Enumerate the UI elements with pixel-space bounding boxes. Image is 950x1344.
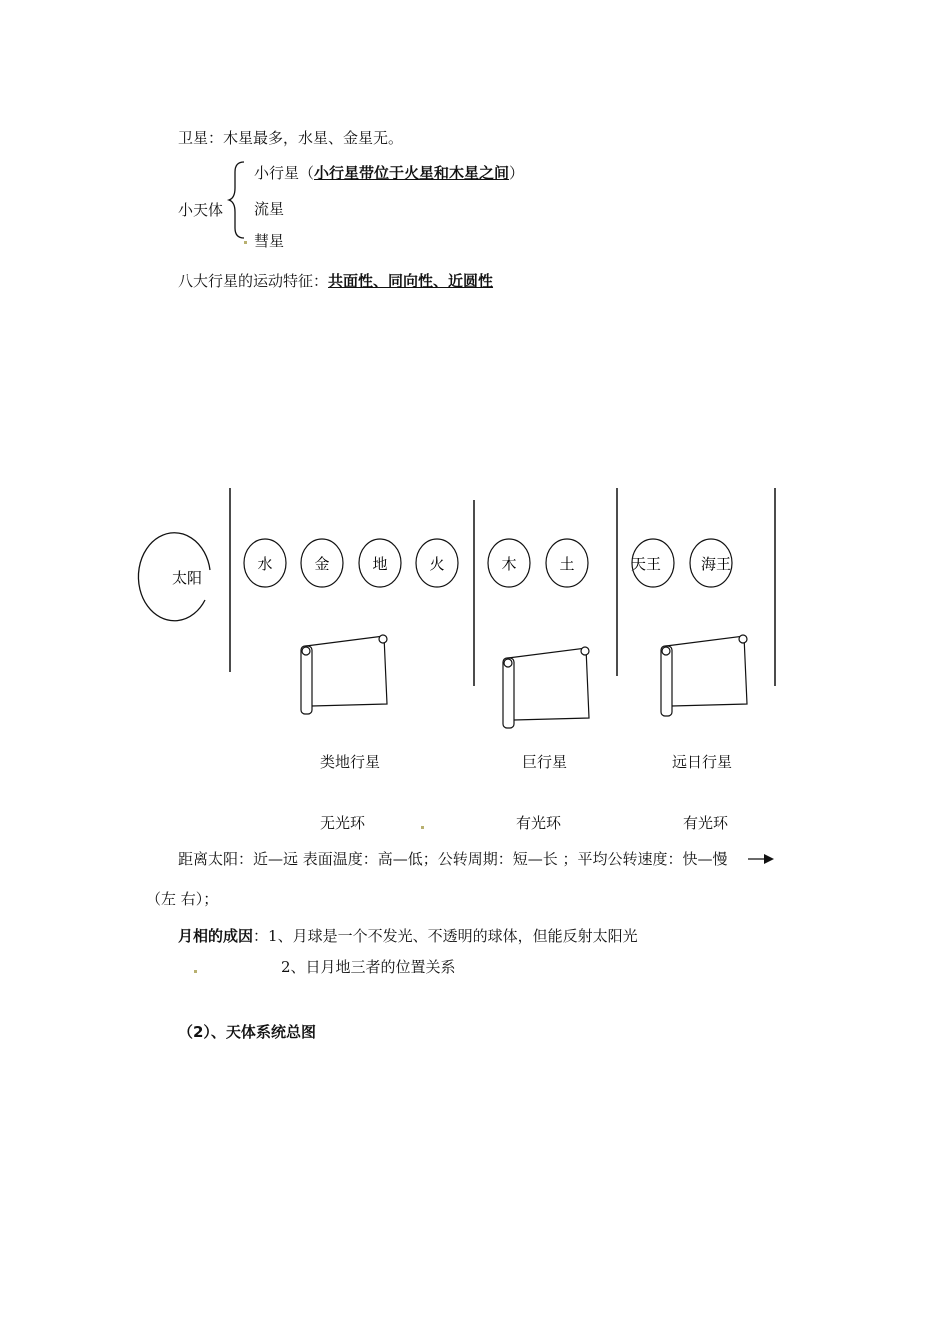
decor-dot [421, 826, 424, 829]
planet-mars-label: 火 [429, 555, 445, 573]
planet-venus [301, 539, 343, 587]
group-name-terrestrial: 类地行星 [320, 753, 381, 771]
planet-neptune [690, 539, 732, 587]
group-name-far: 远日行星 [672, 753, 733, 771]
planet-jupiter-label: 木 [501, 555, 517, 573]
arrow-icon [748, 852, 778, 866]
moon-phase-reason-1: 1、月球是一个不发光、不透明的球体，但能反射太阳光 [268, 927, 638, 945]
planet-saturn [546, 539, 588, 587]
planet-mars [416, 539, 458, 587]
planet-mercury-label: 水 [257, 555, 273, 573]
ring-giant: 有光环 [516, 814, 562, 832]
trend-line-2: （左 右）； [146, 890, 219, 908]
planet-venus-label: 金 [314, 555, 330, 573]
ring-terrestrial: 无光环 [320, 814, 366, 832]
planet-earth [359, 539, 401, 587]
scroll-ice-giant [661, 635, 747, 716]
planet-mercury [244, 539, 286, 587]
satellites-text: 卫星：木星最多，水星、金星无。 [178, 129, 404, 147]
asteroid-suffix: ） [509, 164, 525, 182]
trend-line-1: 距离太阳：近—远 表面温度：高—低；公转周期：短—长 ；平均公转速度：快—慢 [178, 850, 728, 868]
planet-uranus-label: 天王 [630, 555, 662, 573]
planet-jupiter [488, 539, 530, 587]
motion-prefix: 八大行星的运动特征： [178, 272, 329, 290]
group-name-giant: 巨行星 [522, 753, 568, 771]
comet-text: 彗星 [254, 232, 285, 250]
moon-phase-label: 月相的成因 [178, 927, 254, 945]
planet-saturn-label: 土 [559, 555, 575, 573]
moon-phase-reason-2: 2、日月地三者的位置关系 [281, 958, 456, 976]
scroll-terrestrial [301, 635, 387, 714]
decor-dot [194, 970, 197, 973]
motion-features: 共面性、同向性、近圆性 [328, 272, 494, 290]
meteor-text: 流星 [254, 200, 285, 218]
moon-phase-colon: ： [253, 927, 269, 945]
scroll-giant [503, 647, 589, 728]
sun-label: 太阳 [171, 569, 203, 587]
planet-earth-label: 地 [372, 555, 388, 573]
planet-uranus [631, 539, 674, 587]
section-2-heading: （2）、天体系统总图 [178, 1023, 316, 1041]
moon-phase-line [178, 926, 638, 946]
asteroid-note: 小行星带位于火星和木星之间 [314, 164, 510, 182]
asteroid-prefix: 小行星（ [254, 164, 315, 182]
planet-neptune-label: 海王 [700, 555, 732, 573]
small-bodies-label: 小天体 [178, 201, 224, 219]
ring-far: 有光环 [683, 814, 729, 832]
